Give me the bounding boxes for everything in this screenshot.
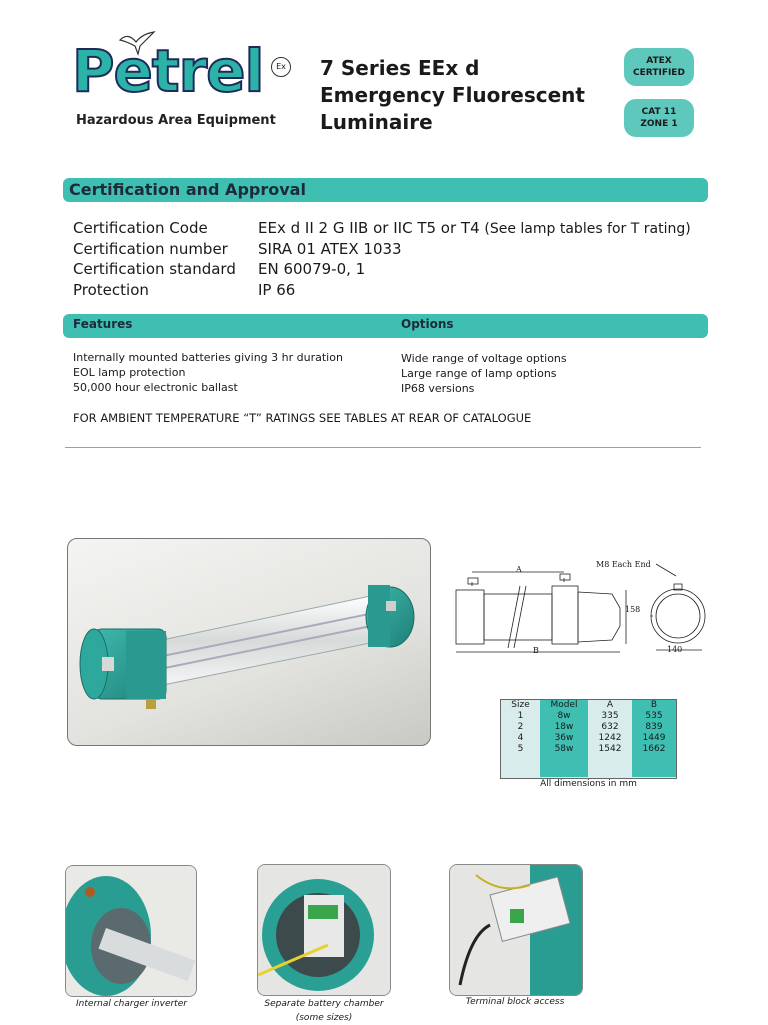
header-size: Size (511, 700, 530, 710)
list-item: 50,000 hour electronic ballast (73, 381, 238, 394)
list-item: Wide range of voltage options (401, 352, 567, 365)
cell: 58w (540, 744, 588, 755)
cell: 18w (540, 722, 588, 733)
cell: 1449 (632, 733, 676, 744)
features-list (73, 350, 393, 395)
cert-key: Certification Code (73, 219, 208, 237)
title-line-1: 7 Series EEx d (320, 56, 480, 80)
certification-heading: Certification and Approval (69, 180, 306, 199)
badge-line: CAT 11 (641, 107, 677, 117)
zone-badge (624, 99, 694, 137)
dim-label-a: A (516, 565, 522, 574)
product-photo (67, 538, 431, 746)
badge-line: CERTIFIED (633, 68, 685, 78)
table-header-row (501, 700, 676, 711)
cert-value: EN 60079-0, 1 (258, 260, 366, 278)
badge-line: ZONE 1 (640, 119, 678, 129)
cert-row (73, 218, 713, 239)
cert-note: (See lamp tables for T rating) (484, 221, 691, 237)
cert-value: SIRA 01 ATEX 1033 (258, 239, 402, 258)
atex-badge (624, 48, 694, 86)
table-caption: All dimensions in mm (540, 779, 637, 789)
table-row (501, 733, 676, 744)
cell: 4 (517, 733, 524, 743)
thumbnail-charger (65, 865, 197, 997)
brand-logo: Petrel (72, 37, 264, 105)
list-item: IP68 versions (401, 382, 475, 395)
cell: 5 (517, 744, 524, 754)
badge-line: ATEX (646, 56, 672, 66)
cert-row (73, 239, 713, 260)
header-b: B (632, 700, 676, 711)
dim-label-b: B (533, 646, 539, 655)
options-heading: Options (401, 317, 454, 331)
table-row (501, 722, 676, 733)
cert-key: Certification number (73, 239, 228, 258)
cell: 1242 (598, 733, 622, 743)
thumbnail-caption: Internal charger inverter (76, 999, 187, 1009)
table-row (501, 711, 676, 722)
cell: 36w (540, 733, 588, 744)
thumbnail-caption: Terminal block access (465, 997, 565, 1007)
ambient-note: FOR AMBIENT TEMPERATURE “T” RATINGS SEE TABLES AT REAR OF CATALOGUE (73, 411, 532, 425)
title-line-3: Luminaire (320, 110, 433, 134)
cell: 2 (517, 722, 524, 732)
thumbnail-battery (257, 864, 391, 996)
cell: 1 (517, 711, 524, 721)
cell: 1662 (632, 744, 676, 755)
cert-row (73, 259, 713, 280)
list-item: Internally mounted batteries giving 3 hr duration (73, 351, 343, 364)
table-spacer-row (501, 755, 676, 777)
header-model: Model (540, 700, 588, 711)
cell: 839 (632, 722, 676, 733)
list-item: EOL lamp protection (73, 366, 186, 379)
certification-list (73, 218, 713, 308)
cert-key: Protection (73, 280, 149, 299)
page-title (320, 55, 585, 136)
dimensions-table (500, 699, 677, 779)
cell: 535 (632, 711, 676, 722)
cert-row (73, 280, 713, 301)
cell: 632 (601, 722, 619, 732)
divider (65, 447, 701, 448)
list-item: Large range of lamp options (401, 367, 557, 380)
dim-label-thread: M8 Each End (596, 560, 651, 569)
options-list (401, 351, 701, 396)
caption-line: (some sizes) (295, 1013, 353, 1023)
cert-key: Certification standard (73, 260, 236, 278)
brand-tagline: Hazardous Area Equipment (76, 113, 276, 128)
thumbnail-terminal (449, 864, 583, 996)
caption-line: Separate battery chamber (264, 999, 384, 1009)
cert-value (258, 218, 691, 240)
cell: 335 (601, 711, 619, 721)
cell: 8w (540, 711, 588, 722)
cell: 1542 (598, 744, 622, 754)
features-options-bar (63, 314, 708, 338)
dim-label-width: 140 (667, 645, 683, 654)
ex-mark: Ex (271, 57, 291, 77)
cert-value: IP 66 (258, 280, 296, 299)
title-line-2: Emergency Fluorescent (320, 83, 585, 107)
certification-heading-bar (63, 178, 708, 202)
dim-label-height: 158 (625, 605, 641, 614)
cert-value-text: EEx d II 2 G IIB or IIC T5 or T4 (258, 219, 480, 237)
features-heading: Features (73, 317, 133, 331)
thumbnail-caption (257, 997, 391, 1025)
table-row (501, 744, 676, 755)
header-a: A (606, 700, 614, 710)
